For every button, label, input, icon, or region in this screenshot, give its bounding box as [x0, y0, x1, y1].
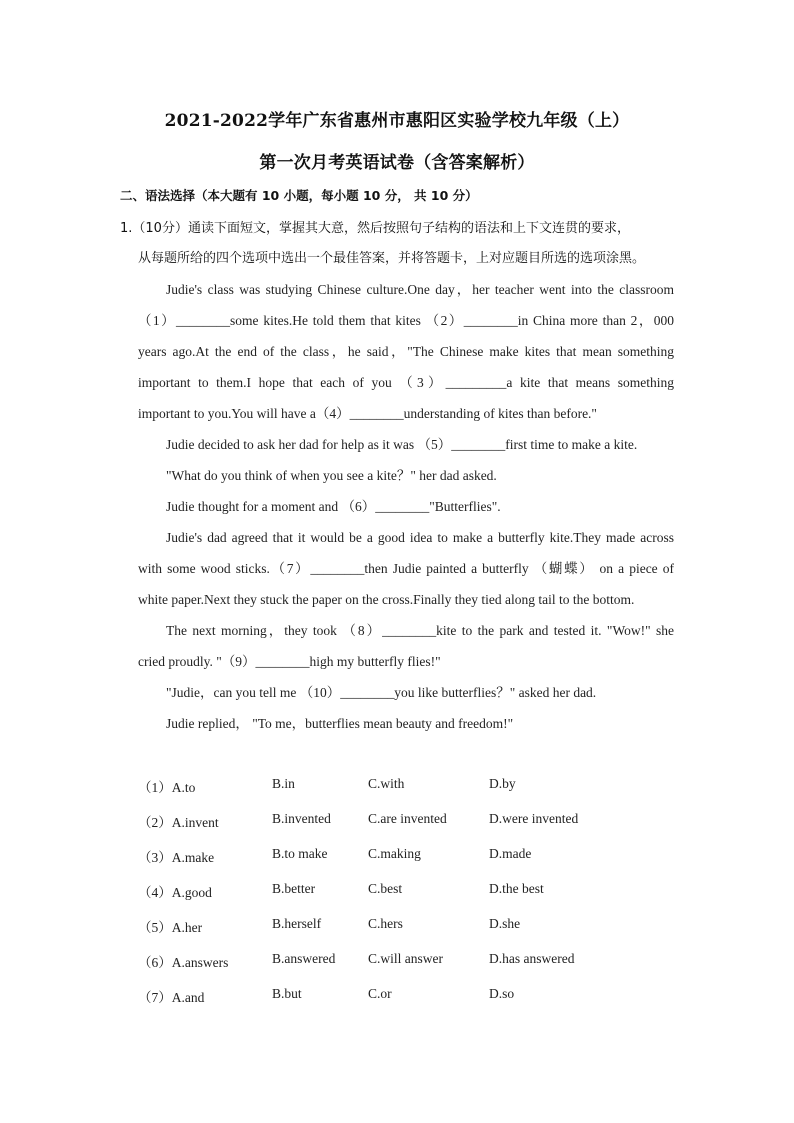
option-d[interactable]: D.so [489, 986, 515, 1001]
option-row [138, 846, 678, 881]
option-a[interactable]: （7）A.and [138, 990, 205, 1005]
option-a[interactable]: （4）A.good [138, 885, 212, 900]
passage-line: Judie's class was studying Chinese culture.One day，her teacher went into the classroom [166, 282, 674, 297]
option-d[interactable]: D.she [489, 916, 521, 931]
option-b[interactable]: B.better [272, 881, 316, 896]
page-subtitle: 第一次月考英语试卷（含答案解析） [259, 153, 535, 173]
passage-line: Judie decided to ask her dad for help as it was （5）________first time to make a kite. [166, 437, 638, 452]
option-a[interactable]: （6）A.answers [138, 955, 229, 970]
option-row [138, 776, 678, 811]
option-a[interactable]: （2）A.invent [138, 815, 219, 830]
option-a[interactable]: （5）A.her [138, 920, 203, 935]
passage-line: The next morning，they took （8）________kite to the park and tested it. "Wow!" she [166, 623, 674, 638]
passage-line: important to them.I hope that each of you （3）_________a kite that means something [138, 375, 674, 390]
option-b[interactable]: B.herself [272, 916, 322, 931]
option-d[interactable]: D.made [489, 846, 532, 861]
option-d[interactable]: D.the best [489, 881, 544, 896]
option-c[interactable]: C.will answer [368, 951, 443, 966]
option-row [138, 881, 678, 916]
passage-line: Judie's dad agreed that it would be a good idea to make a butterfly kite.They made across [166, 530, 674, 545]
reading-passage [138, 274, 674, 739]
passage-line: Judie replied， "To me，butterflies mean beauty and freedom!" [166, 716, 514, 731]
option-a[interactable]: （1）A.to [138, 780, 196, 795]
option-b[interactable]: B.in [272, 776, 295, 791]
option-b[interactable]: B.invented [272, 811, 331, 826]
passage-line: years ago.At the end of the class，he said，"The Chinese make kites that mean something [138, 344, 674, 359]
option-row [138, 951, 678, 986]
option-c[interactable]: C.are invented [368, 811, 447, 826]
option-c[interactable]: C.hers [368, 916, 403, 931]
option-d[interactable]: D.were invented [489, 811, 579, 826]
option-c[interactable]: C.with [368, 776, 405, 791]
option-a[interactable]: （3）A.make [138, 850, 215, 865]
passage-line: with some wood sticks.（7）________then Judie painted a butterfly （蝴蝶） on a piece of [138, 561, 674, 576]
passage-line: important to you.You will have a（4）________understanding of kites than before." [138, 406, 597, 421]
answer-options [138, 776, 678, 1021]
passage-line: cried proudly. "（9）________high my butterfly flies!" [138, 654, 441, 669]
option-b[interactable]: B.to make [272, 846, 328, 861]
section-heading: 二、语法选择（本大题有 10 小题，每小题 10 分， 共 10 分） [120, 188, 478, 203]
option-row [138, 916, 678, 951]
passage-line: "What do you think of when you see a kite？" her dad asked. [166, 468, 497, 483]
option-row [138, 811, 678, 846]
passage-line: Judie thought for a moment and （6）________"Butterflies". [166, 499, 501, 514]
option-row [138, 986, 678, 1021]
passage-line: "Judie，can you tell me （10）________you like butterflies？" asked her dad. [166, 685, 597, 700]
option-b[interactable]: B.answered [272, 951, 336, 966]
option-c[interactable]: C.or [368, 986, 392, 1001]
passage-line: white paper.Next they stuck the paper on the cross.Finally they tied along tail to the bottom. [138, 592, 635, 607]
option-c[interactable]: C.making [368, 846, 421, 861]
passage-line: （1）________some kites.He told them that kites （2）________in China more than 2，000 [138, 313, 674, 328]
question-instruction-continued: 从每题所给的四个选项中选出一个最佳答案，并将答题卡，上对应题目所选的选项涂黑。 [138, 251, 646, 266]
option-d[interactable]: D.has answered [489, 951, 575, 966]
question-instruction: 1.（10分）通读下面短文，掌握其大意，然后按照句子结构的语法和上下文连贯的要求， [120, 221, 630, 236]
option-d[interactable]: D.by [489, 776, 516, 791]
page-title: 2021-2022学年广东省惠州市惠阳区实验学校九年级（上） [164, 111, 630, 131]
option-c[interactable]: C.best [368, 881, 403, 896]
option-b[interactable]: B.but [272, 986, 302, 1001]
